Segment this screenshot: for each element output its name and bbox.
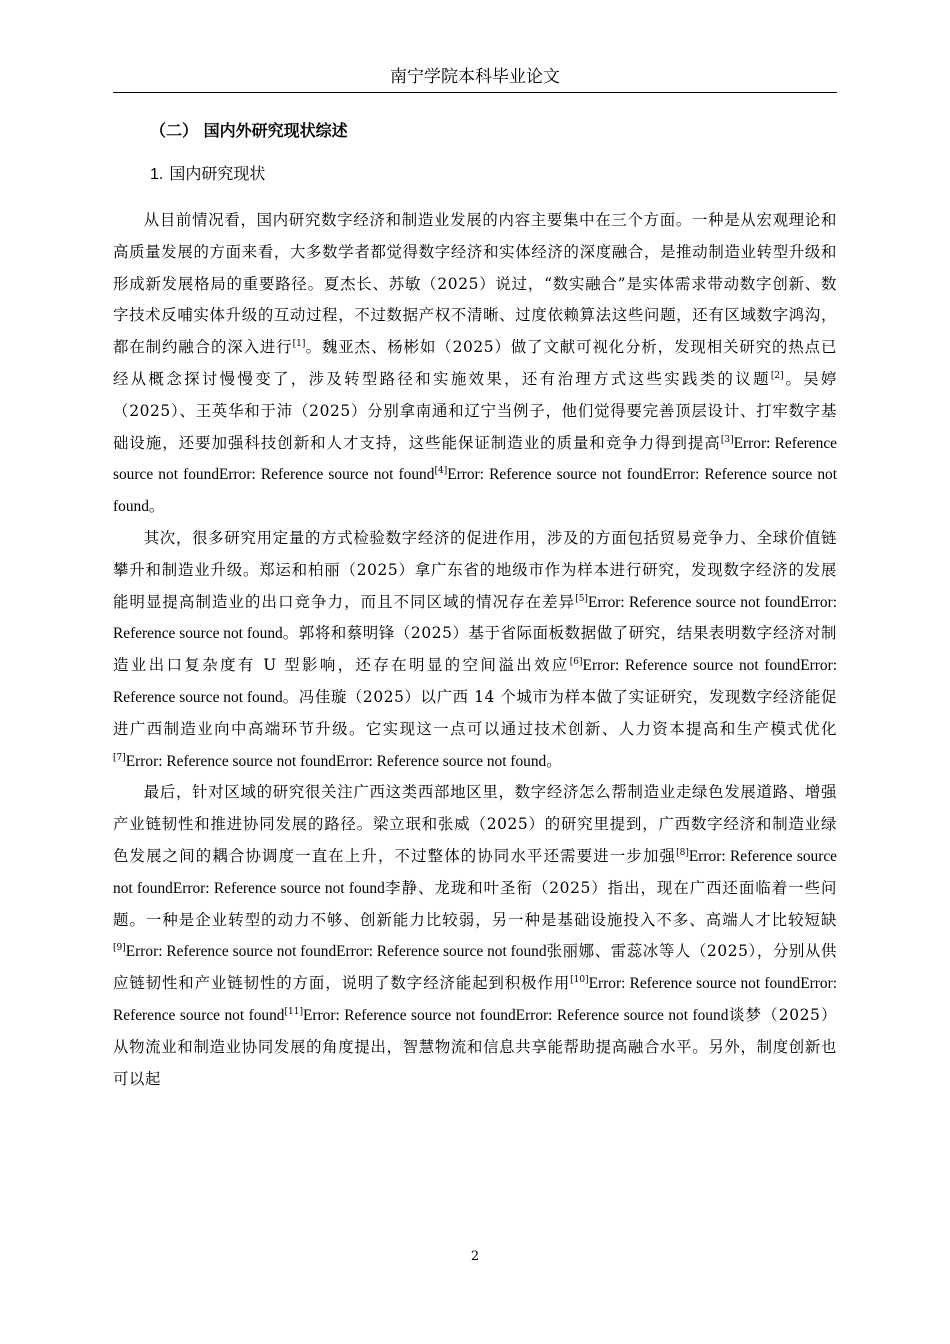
citation-marker: [6] [569,657,583,668]
reference-error-text: Error: Reference source not foundError: Reference source not found [113,975,837,1024]
reference-error-text: Error: Reference source not foundError: Reference source not found [113,657,837,706]
paragraph-text: 谈梦（2025）从物流业和制造业协同发展的角度提出，智慧物流和信息共享能帮助提高融合水平。另外，制度创新也可以起 [113,1005,837,1088]
citation-marker: [7] [113,752,126,763]
citation-marker: [9] [113,943,126,954]
citation-marker: [11] [284,1006,303,1017]
section-heading: （二） 国内外研究现状综述 [150,121,348,140]
citation-marker: [5] [575,593,588,604]
citation-marker: [10] [570,975,589,986]
paragraph-text: 最后，针对区域的研究很关注广西这类西部地区里，数字经济怎么帮制造业走绿色发展道路、增强产业链韧性和推进协同发展的路径。梁立珉和张威（2025）的研究里提到，广西数字经济和制造业绿色发展之间的耦合协调度一直在上升，不过整体的协同水平还需要进一步加强 [113,783,837,865]
body-paragraph [113,777,837,1095]
reference-error-text: Error: Reference source not foundError: Reference source not found [113,466,837,516]
citation-marker: [8] [676,847,689,858]
paragraph-text: 张丽娜、雷蕊冰等人（2025），分别从供应链韧性和产业链韧性的方面，说明了数字经济能起到积极作用 [113,942,837,993]
paragraph-text: 从目前情况看，国内研究数字经济和制造业发展的内容主要集中在三个方面。一种是从宏观理论和高质量发展的方面来看，大多数学者都觉得数字经济和实体经济的深度融合，是推动制造业转型升级和形成新发展格局的重要路径。夏杰长、苏敏（2025）说过，“数实融合”是实体需求带动数字创新、数字技术反哺实体升级的互动过程，不过数据产权不清晰、过度依赖算法这些问题，还有区域数字鸿沟，都在制约融合的深入进行 [113,211,837,357]
reference-error-text: Error: Reference source not foundError: Reference source not found [113,434,837,484]
paragraph-text: 。郭将和蔡明锋（2025）基于省际面板数据做了研究，结果表明数字经济对制造业出口复杂度有 U 型影响，还存在明显的空间溢出效应 [113,624,837,675]
body-text [113,205,837,1095]
citation-marker: [3] [720,434,734,445]
running-header: 南宁学院本科毕业论文 [390,67,560,87]
paragraph-text: 。 [148,497,165,516]
body-paragraph [113,523,837,777]
paragraph-text: 其次，很多研究用定量的方式检验数字经济的促进作用，涉及的方面包括贸易竞争力、全球价值链攀升和制造业升级。郑运和柏丽（2025）拿广东省的地级市作为样本进行研究，发现数字经济的发展能明显提高制造业的出口竞争力，而且不同区域的情况存在差异 [113,528,837,611]
paragraph-text: 。冯佳璇（2025）以广西 14 个城市为样本做了实证研究，发现数字经济能促进广西制造业向中高端环节升级。它实现这一点可以通过技术创新、人力资本提高和生产模式优化 [113,687,837,738]
reference-error-text: Error: Reference source not foundError: Reference source not found [302,1006,729,1024]
header-rule [113,92,837,93]
subsection-title: 国内研究现状 [169,164,266,183]
citation-marker: [1] [292,339,306,350]
paragraph-text: 。吴婷（2025）、王英华和于沛（2025）分别拿南通和辽宁当例子，他们觉得要完善顶层设计、打牢数字基础设施，还要加强科技创新和人才支持，这些能保证制造业的质量和竞争力得到提高 [113,369,837,452]
citation-marker: [2] [770,370,784,381]
reference-error-text: Error: Reference source not foundError: Reference source not found [113,847,837,897]
body-paragraph [113,205,837,523]
subsection-heading [150,161,265,188]
subsection-number: 1. [150,166,164,183]
citation-marker: [4] [434,466,448,477]
paragraph-text: 。魏亚杰、杨彬如（2025）做了文献可视化分析，发现相关研究的热点已经从概念探讨慢慢变了，涉及转型路径和实施效果，还有治理方式这些实践类的议题 [113,338,837,388]
page-number: 2 [470,1249,480,1264]
reference-error-text: Error: Reference source not foundError: Reference source not found [125,752,547,770]
paragraph-text: 。 [546,751,563,770]
reference-error-text: Error: Reference source not foundError: Reference source not found [125,943,547,961]
paragraph-text: 李静、龙珑和叶圣衔（2025）指出，现在广西还面临着一些问题。一种是企业转型的动力不够、创新能力比较弱，另一种是基础设施投入不多、高端人才比较短缺 [113,878,837,929]
reference-error-text: Error: Reference source not foundError: Reference source not found [113,593,837,643]
